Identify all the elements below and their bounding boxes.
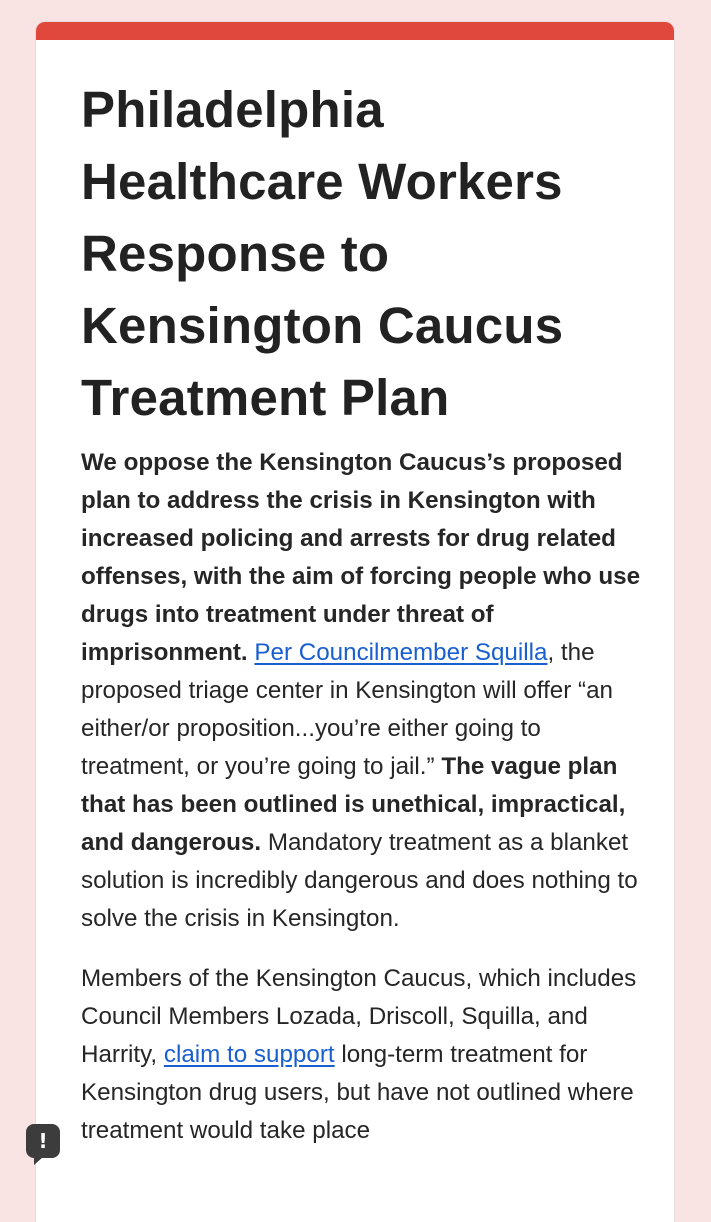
per-councilmember-squilla-link[interactable]: Per Councilmember Squilla — [254, 639, 548, 666]
paragraph-1-bold-intro: We oppose the Kensington Caucus’s proposed plan to address the crisis in Kensington with increased policing and arrests for drug related offenses, with the aim of forcing people who use drugs into treatment under threat of imprisonment. — [81, 449, 641, 666]
paragraph-2 — [81, 960, 641, 1150]
report-button[interactable] — [26, 1124, 60, 1158]
article-content — [81, 74, 641, 1172]
page-title: Philadelphia Healthcare Workers Response to Kensington Caucus Treatment Plan — [81, 81, 564, 426]
paragraph-1-conclusion: Mandatory treatment as a blanket solution is incredibly dangerous and does nothing to solve the crisis in Kensington. — [81, 829, 638, 932]
paragraph-2-rest: long-term treatment for Kensington drug users, but have not outlined where treatment would take place — [81, 1041, 634, 1144]
paragraph-1-bold-claim: The vague plan that has been outlined is unethical, impractical, and dangerous. — [81, 753, 626, 856]
article-body — [81, 444, 641, 1150]
paragraph-1-quote: , the proposed triage center in Kensington will offer “an either/or proposition...you’re either going to treatment, or you’re going to jail.” — [81, 639, 613, 780]
paragraph-1 — [81, 444, 641, 938]
card-accent-bar — [36, 22, 674, 40]
document-card — [36, 22, 674, 1222]
paragraph-2-intro: Members of the Kensington Caucus, which includes Council Members Lozada, Driscoll, Squilla, and Harrity, — [81, 965, 637, 1068]
claim-to-support-link[interactable]: claim to support — [163, 1041, 335, 1068]
exclamation-icon: ! — [38, 1129, 48, 1153]
